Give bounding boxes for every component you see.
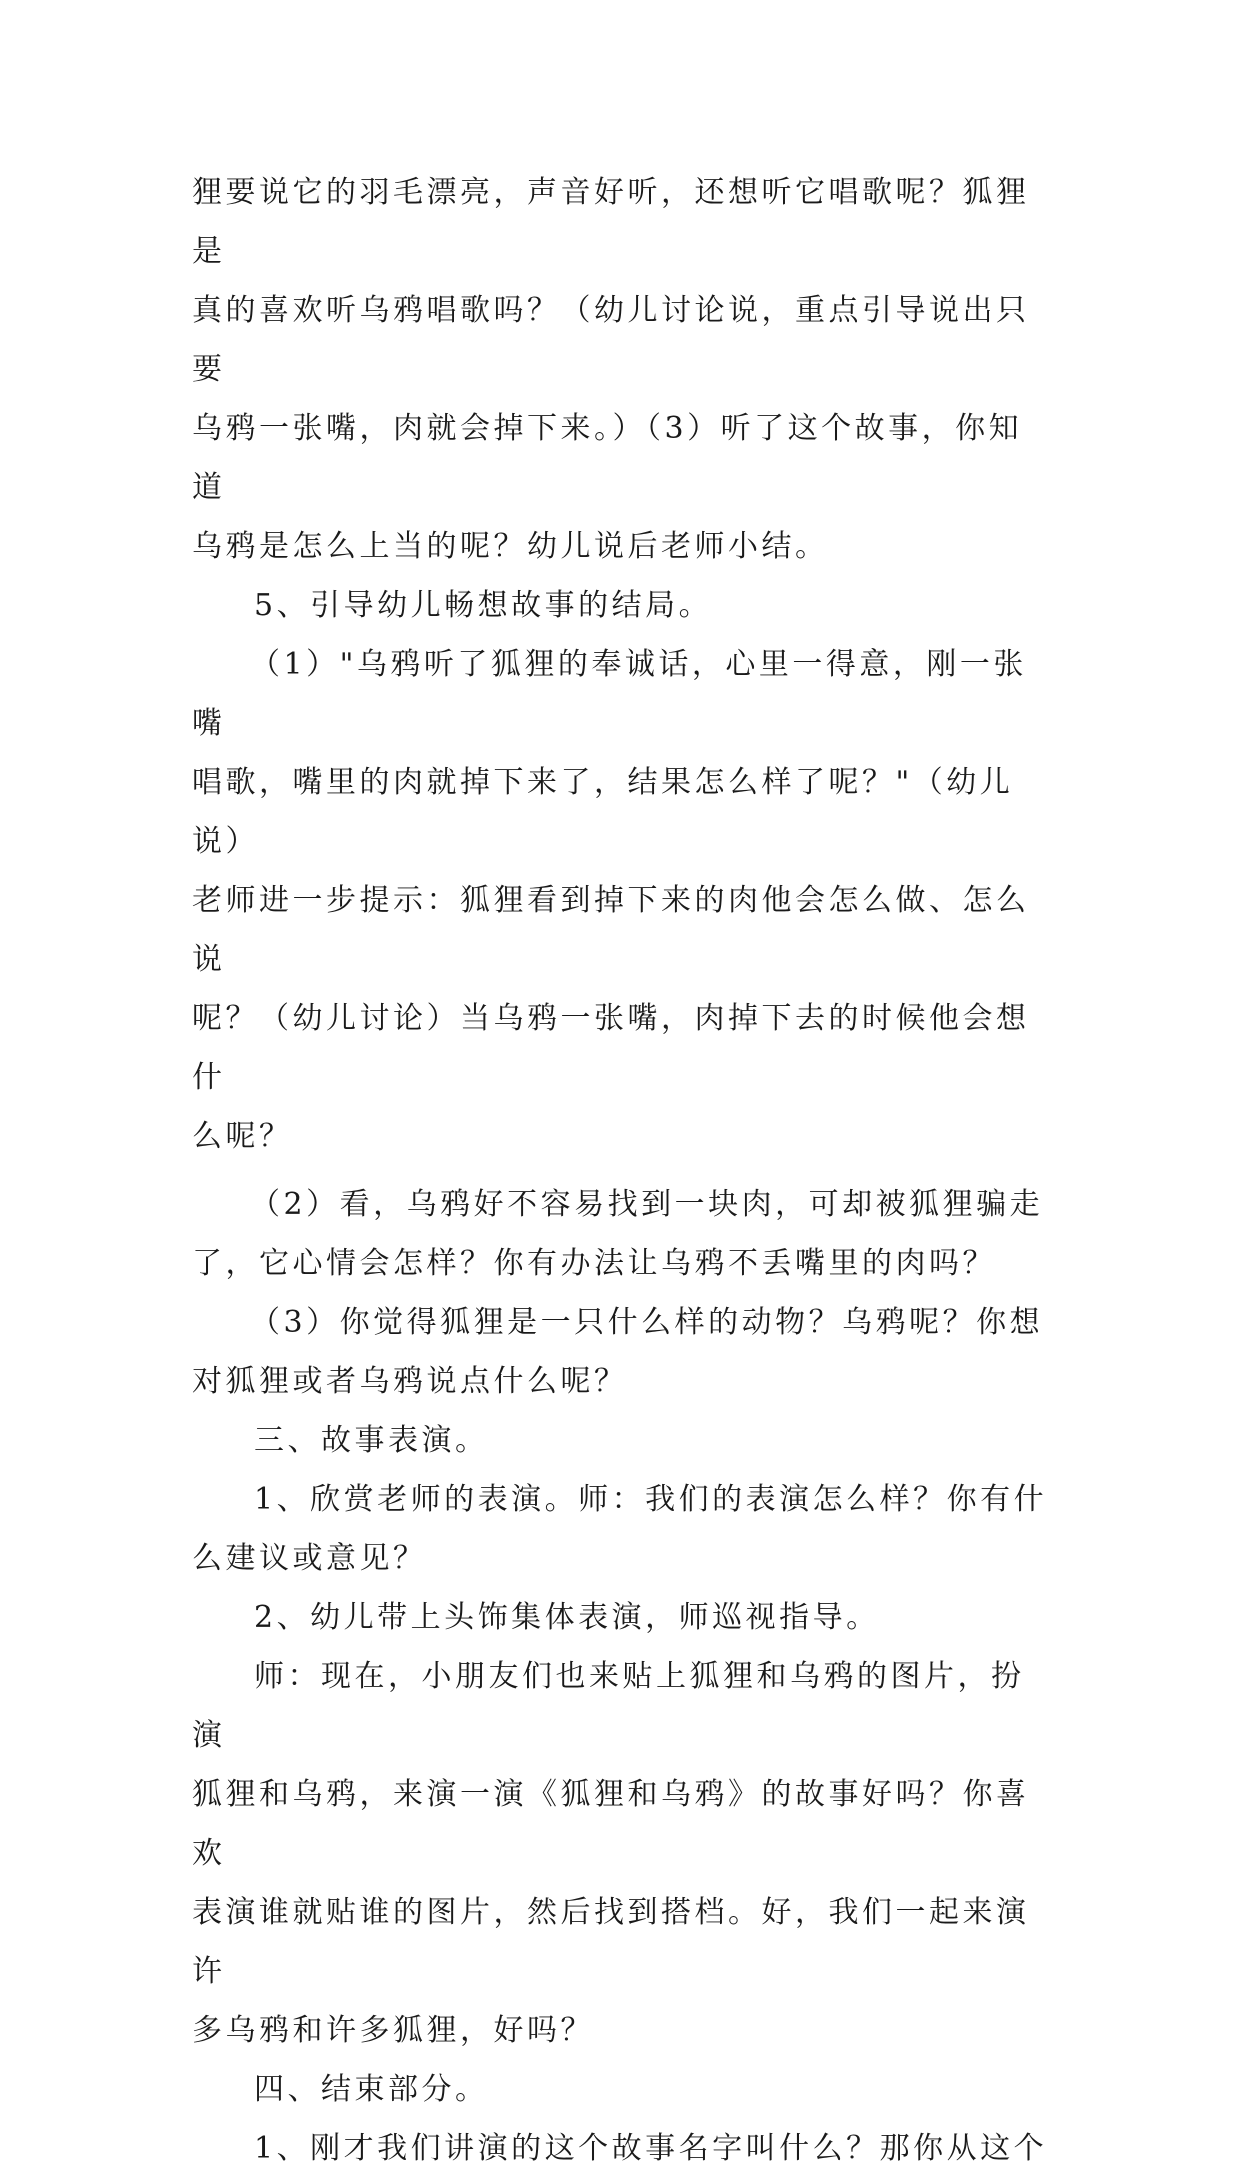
paragraph-step-3-1: 1、欣赏老师的表演。师：我们的表演怎么样？你有什 么建议或意见？: [192, 1482, 1048, 1576]
section-heading-4: 四、结束部分。: [254, 2072, 489, 2107]
paragraph-teacher-instruction: 师：现在，小朋友们也来贴上狐狸和乌鸦的图片，扮演 狐狸和乌鸦，来演一演《狐狸和乌鸦》的故事好吗？你喜欢 表演谁就贴谁的图片，然后找到搭档。好，我们一起来演许 多乌鸦和许多狐狸，好吗？: [192, 1659, 1030, 2048]
paragraph-step-4-1: 1、刚才我们讲演的这个故事名字叫什么？那你从这个: [254, 2131, 1048, 2166]
section-heading-3: 三、故事表演。: [254, 1423, 489, 1458]
paragraph-step-5-3: （3）你觉得狐狸是一只什么样的动物？乌鸦呢？你想 对狐狸或者乌鸦说点什么呢？: [192, 1305, 1044, 1399]
document-body: [192, 163, 1052, 2178]
paragraph-continuation: 狸要说它的羽毛漂亮，声音好听，还想听它唱歌呢？狐狸是 真的喜欢听乌鸦唱歌吗？（幼儿讨论说，重点引导说出只要 乌鸦一张嘴，肉就会掉下来。）（3）听了这个故事，你知道 乌鸦是怎么上当的呢？幼儿说后老师小结。: [192, 175, 1030, 564]
paragraph-step-5: 5、引导幼儿畅想故事的结局。: [254, 588, 713, 623]
paragraph-step-5-2: （2）看，乌鸦好不容易找到一块肉，可却被狐狸骗走 了，它心情会怎样？你有办法让乌鸦不丢嘴里的肉吗？: [192, 1187, 1044, 1281]
paragraph-step-5-1: （1）"乌鸦听了狐狸的奉诚话，心里一得意，刚一张嘴 唱歌，嘴里的肉就掉下来了，结果怎么样了呢？"（幼儿说） 老师进一步提示：狐狸看到掉下来的肉他会怎么做、怎么说 呢？（幼儿讨论）当乌鸦一张嘴，肉掉下去的时候他会想什 么呢？: [192, 647, 1030, 1154]
paragraph-step-3-2: 2、幼儿带上头饰集体表演，师巡视指导。: [254, 1600, 880, 1635]
